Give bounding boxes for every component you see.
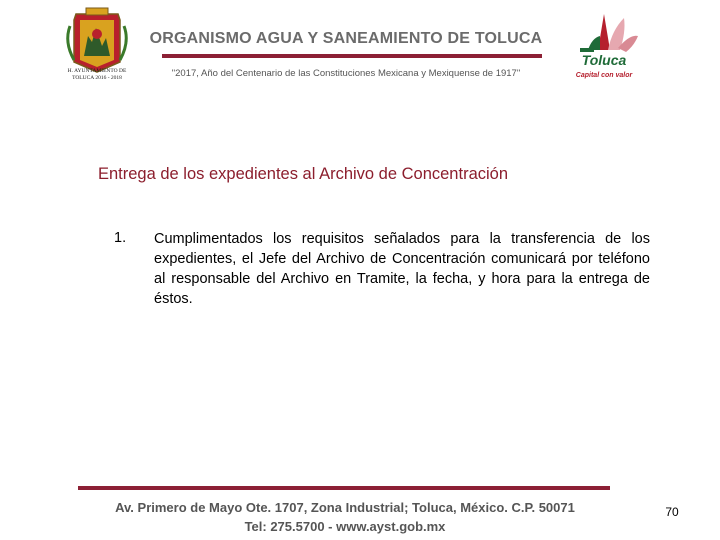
toluca-wordmark: Toluca — [581, 52, 627, 68]
footer-address: Av. Primero de Mayo Ote. 1707, Zona Industrial; Toluca, México. C.P. 50071 — [115, 500, 575, 515]
list-item-number: 1. — [114, 230, 127, 246]
header-motto: "2017, Año del Centenario de las Constituciones Mexicana y Mexiquense de 1917" — [171, 68, 521, 79]
list-item-text: Cumplimentados los requisitos señalados para la transferencia de los expedientes, el Jefe del Archivo de Concentración comunicará por teléfono al responsable del Archivo en Tramite, la fecha, y hora para la entrega de éstos. — [154, 231, 650, 307]
section-heading: Entrega de los expedientes al Archivo de Concentración — [98, 165, 509, 183]
page-number: 70 — [665, 505, 679, 519]
header-divider — [162, 54, 542, 58]
footer-contact: Tel: 275.5700 - www.ayst.gob.mx — [244, 519, 446, 534]
toluca-tagline: Capital con valor — [575, 72, 633, 79]
footer-divider — [78, 486, 610, 490]
organization-name: ORGANISMO AGUA Y SANEAMIENTO DE TOLUCA — [149, 30, 543, 47]
crest-caption: H. AYUNTAMIENTO DE TOLUCA 2016 - 2018 — [67, 68, 127, 81]
